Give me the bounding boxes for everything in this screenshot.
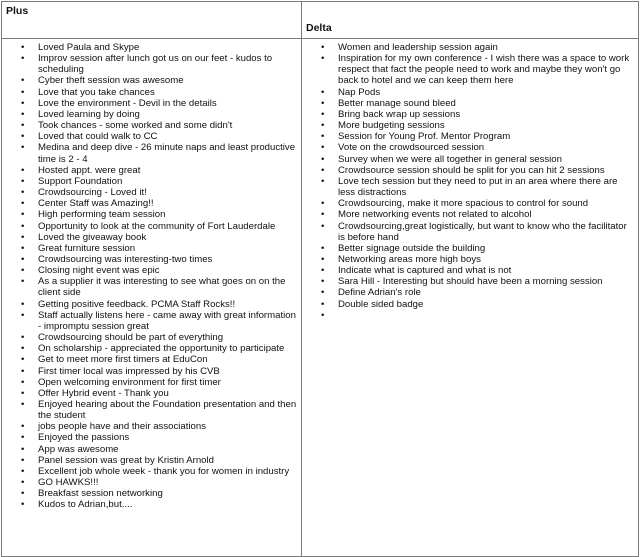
plus-list-item: • First timer local was impressed by his CVB: [2, 366, 297, 377]
plus-header-cell: [2, 2, 302, 39]
delta-header-cell: [302, 2, 639, 39]
delta-list: [302, 39, 638, 310]
plus-list-item: • High performing team session: [2, 209, 297, 220]
plus-list-item: • Medina and deep dive - 26 minute naps and least productive time is 2 - 4: [2, 142, 297, 164]
plus-list-item: • Kudos to Adrian,but....: [2, 499, 297, 510]
delta-body-cell: [302, 39, 639, 557]
plus-list-item: • jobs people have and their associations: [2, 421, 297, 432]
plus-list-item: • Panel session was great by Kristin Arnold: [2, 455, 297, 466]
delta-list-item: • Crowdsourcing, make it more spacious to control for sound: [302, 198, 634, 209]
delta-list-item: • More budgeting sessions: [302, 120, 634, 131]
plus-list-item: • Loved Paula and Skype: [2, 42, 297, 53]
plus-list-item: • Great furniture session: [2, 243, 297, 254]
plus-list-item: • GO HAWKS!!!: [2, 477, 297, 488]
delta-list-item: • Vote on the crowdsourced session: [302, 142, 634, 153]
delta-list-item: • Survey when we were all together in general session: [302, 154, 634, 165]
plus-list-item: • Offer Hybrid event - Thank you: [2, 388, 297, 399]
plus-list-item: • Crowdsourcing - Loved it!: [2, 187, 297, 198]
plus-list-item: • Enjoyed hearing about the Foundation presentation and then the student: [2, 399, 297, 421]
plus-list-item: • Crowdsourcing was interesting-two times: [2, 254, 297, 265]
plus-list: [2, 39, 301, 511]
plus-list-item: • Closing night event was epic: [2, 265, 297, 276]
delta-list-item: • Crowdsource session should be split for you can hit 2 sessions: [302, 165, 634, 176]
delta-list-item: • Indicate what is captured and what is not: [302, 265, 634, 276]
plus-list-item: • Love the environment - Devil in the details: [2, 98, 297, 109]
plus-list-item: • On scholarship - appreciated the opportunity to participate: [2, 343, 297, 354]
delta-list-item: • Women and leadership session again: [302, 42, 634, 53]
plus-list-item: • Opportunity to look at the community of Fort Lauderdale: [2, 221, 297, 232]
delta-list-item: • Session for Young Prof. Mentor Program: [302, 131, 634, 142]
plus-list-item: • Loved the giveaway book: [2, 232, 297, 243]
plus-list-item: • Improv session after lunch got us on our feet - kudos to scheduling: [2, 53, 297, 75]
plus-list-item: • Hosted appt. were great: [2, 165, 297, 176]
delta-list-item: • Better manage sound bleed: [302, 98, 634, 109]
plus-list-item: • Took chances - some worked and some didn't: [2, 120, 297, 131]
delta-column-title: Delta: [306, 22, 332, 34]
feedback-table: [1, 1, 639, 557]
delta-list-item: • Sara Hill - Interesting but should have been a morning session: [302, 276, 634, 287]
header-row: [2, 2, 639, 39]
plus-list-item: • Support Foundation: [2, 176, 297, 187]
plus-list-item: • Excellent job whole week - thank you for women in industry: [2, 466, 297, 477]
plus-list-item: • Center Staff was Amazing!!: [2, 198, 297, 209]
plus-list-item: • Cyber theft session was awesome: [2, 75, 297, 86]
plus-list-item: • Crowdsourcing should be part of everything: [2, 332, 297, 343]
plus-list-item: • Open welcoming environment for first timer: [2, 377, 297, 388]
plus-list-item: • Staff actually listens here - came away with great information - impromptu session great: [2, 310, 297, 332]
body-row: [2, 39, 639, 557]
plus-list-item: • Get to meet more first timers at EduCon: [2, 354, 297, 365]
plus-column-title: Plus: [6, 5, 29, 17]
delta-list-item: • Networking areas more high boys: [302, 254, 634, 265]
delta-list-item: • Bring back wrap up sessions: [302, 109, 634, 120]
delta-list-item: • Inspiration for my own conference - I wish there was a space to work respect that fact the people need to work and maybe they won't go back to hotel and we can keep them here: [302, 53, 634, 86]
plus-list-item: • Getting positive feedback. PCMA Staff Rocks!!: [2, 299, 297, 310]
delta-list-item: • Crowdsourcing,great logistically, but want to know who the facilitator is before hand: [302, 221, 634, 243]
delta-list-item: • Love tech session but they need to put in an area where there are less distractions: [302, 176, 634, 198]
plus-list-item: • Loved that could walk to CC: [2, 131, 297, 142]
plus-body-cell: [2, 39, 302, 557]
delta-list-item: • Nap Pods: [302, 87, 634, 98]
plus-list-item: • Loved learning by doing: [2, 109, 297, 120]
delta-list-item: • Double sided badge: [302, 299, 634, 310]
delta-list-item: • Define Adrian's role: [302, 287, 634, 298]
plus-list-item: • As a supplier it was interesting to see what goes on on the client side: [2, 276, 297, 298]
plus-list-item: • Love that you take chances: [2, 87, 297, 98]
delta-list-item: • More networking events not related to alcohol: [302, 209, 634, 220]
plus-list-item: • Breakfast session networking: [2, 488, 297, 499]
plus-list-item: • App was awesome: [2, 444, 297, 455]
delta-list-item: • Better signage outside the building: [302, 243, 634, 254]
plus-list-item: • Enjoyed the passions: [2, 432, 297, 443]
